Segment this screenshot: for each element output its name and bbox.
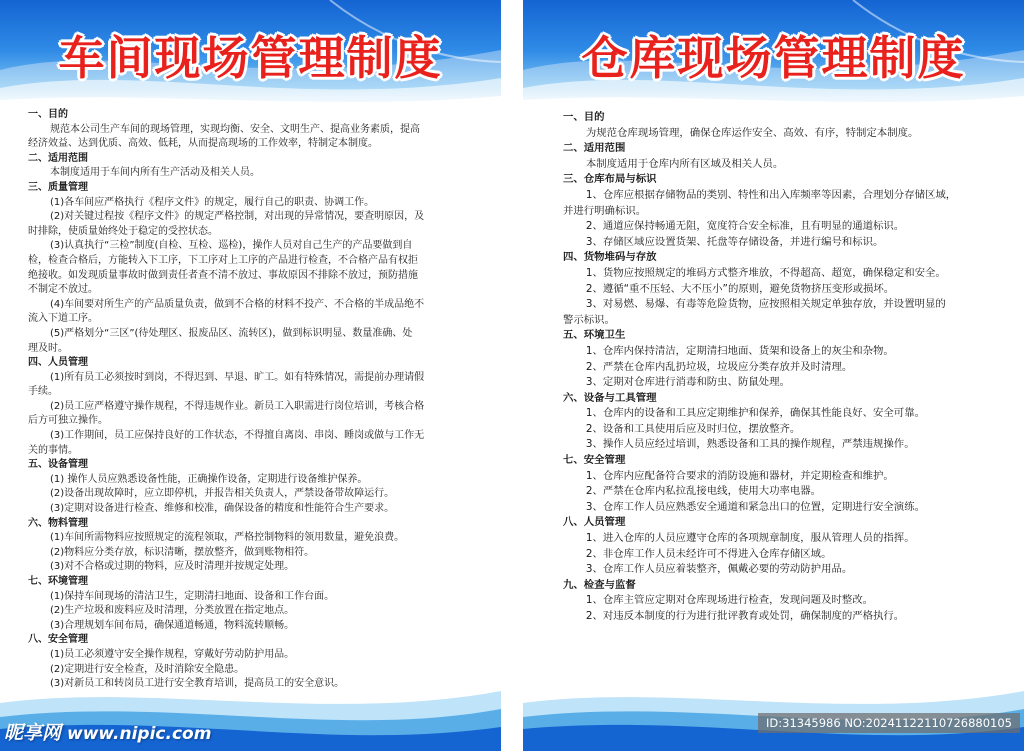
section-paragraph: (2)对关键过程按《程序文件》的规定严格控制，对出现的异常情况，要查明原因，及	[50, 211, 425, 223]
section-heading: 五、环境卫生	[563, 329, 626, 342]
section-paragraph: (1)各车间应严格执行《程序文件》的规定，履行自己的职责、协调工作。	[50, 196, 375, 208]
paragraph-continuation: 检，检查合格后，方能转入下工序，下工序对上工序的产品进行检查，不合格产品有权拒	[28, 254, 418, 266]
section-paragraph: 3、定期对仓库进行消毒和防虫、防鼠处理。	[585, 376, 790, 389]
section-paragraph: 1、货物应按照规定的堆码方式整齐堆放，不得超高、超宽，确保稳定和安全。	[585, 266, 946, 279]
section-heading: 四、货物堆码与存放	[563, 251, 657, 264]
section-paragraph: 1、仓库主管应定期对仓库现场进行检查，发现问题及时整改。	[585, 594, 874, 607]
section-paragraph: 1、进入仓库的人员应遵守仓库的各项规章制度，服从管理人员的指挥。	[585, 532, 915, 545]
section-paragraph: 本制度适用于车间内所有生产活动及相关人员。	[50, 167, 260, 179]
section-paragraph: (3)认真执行“三检”制度(自检、互检、巡检)，操作人员对自己生产的产品要做到自	[50, 240, 413, 252]
section-paragraph: (2)员工应严格遵守操作规程，不得违规作业。新员工入职需进行岗位培训，考核合格	[50, 400, 425, 412]
poster-header	[0, 0, 501, 112]
section-paragraph: (3)合理规划车间布局，确保通道畅通，物料流转顺畅。	[50, 619, 295, 631]
section-paragraph: 2、通道应保持畅通无阻，宽度符合安全标准，且有明显的通道标识。	[585, 220, 905, 233]
paragraph-continuation: 不制定不放过。	[28, 284, 98, 296]
section-paragraph: 为规范仓库现场管理，确保仓库运作安全、高效、有序，特制定本制度。	[585, 126, 919, 139]
paragraph-continuation: 关的事情。	[28, 444, 78, 456]
paragraph-continuation: 经济效益、达到优质、高效、低耗，从而提高现场的工作效率，特制定本制度。	[28, 138, 378, 150]
section-paragraph: 1、仓库内应配备符合要求的消防设施和器材，并定期检查和维护。	[585, 469, 894, 482]
paragraph-continuation: 警示标识。	[563, 313, 615, 326]
watermark-logo-text: 昵享网	[4, 722, 62, 744]
watermark-url: www.nipic.com	[67, 724, 212, 744]
section-paragraph: 2、严禁在仓库内乱扔垃圾，垃圾应分类存放并及时清理。	[585, 360, 853, 373]
footer-wave-decoration	[523, 673, 1024, 751]
section-paragraph: 3、仓库工作人员应着装整齐，佩戴必要的劳动防护用品。	[585, 563, 853, 576]
section-paragraph: (2)生产垃圾和废料应及时清理，分类放置在指定地点。	[50, 605, 295, 617]
paragraph-continuation: 手续。	[28, 386, 58, 398]
section-heading: 七、安全管理	[563, 454, 626, 467]
section-heading: 二、适用范围	[563, 142, 626, 155]
section-paragraph: 1、仓库内的设备和工具应定期维护和保养，确保其性能良好、安全可靠。	[585, 407, 925, 420]
section-heading: 八、安全管理	[28, 634, 88, 646]
paragraph-continuation: 理及时。	[28, 342, 68, 354]
poster-title: 车间现场管理制度	[58, 31, 443, 85]
section-paragraph: (3)工作期间，员工应保持良好的工作状态，不得擅自离岗、串岗、睡岗或做与工作无	[50, 430, 425, 442]
section-heading: 三、质量管理	[28, 181, 88, 193]
section-heading: 四、人员管理	[28, 357, 88, 369]
poster-title: 仓库现场管理制度	[581, 31, 966, 85]
section-paragraph: 2、对违反本制度的行为进行批评教育或处罚，确保制度的严格执行。	[585, 610, 905, 622]
section-heading: 一、目的	[563, 111, 605, 123]
warehouse-poster	[523, 0, 1024, 751]
poster-header	[523, 0, 1024, 112]
site-watermark	[4, 718, 211, 745]
paragraph-continuation: 流入下道工序。	[28, 313, 98, 325]
paragraph-continuation: 并进行明确标识。	[563, 204, 647, 217]
section-paragraph: 1、仓库应根据存储物品的类别、特性和出入库频率等因素，合理划分存储区域，	[585, 188, 957, 201]
section-heading: 六、物料管理	[28, 517, 88, 529]
section-paragraph: 2、设备和工具使用后应及时归位，摆放整齐。	[585, 422, 801, 435]
section-paragraph: (1)员工必须遵守安全操作规程，穿戴好劳动防护用品。	[50, 648, 295, 660]
section-paragraph: (4)车间要对所生产的产品质量负责，做到不合格的材料不投产、不合格的半成品绝不	[50, 298, 425, 310]
section-paragraph: 2、遵循“重不压轻、大不压小”的原则，避免货物挤压变形或损坏。	[585, 282, 895, 295]
section-paragraph: 本制度适用于仓库内所有区域及相关人员。	[585, 157, 784, 170]
section-paragraph: (2)物料应分类存放，标识清晰，摆放整齐，做到账物相符。	[50, 546, 315, 558]
section-paragraph: 3、对易燃、易爆、有毒等危险货物，应按照相关规定单独存放，并设置明显的	[585, 298, 946, 311]
section-heading: 九、检查与监督	[563, 578, 636, 591]
section-heading: 六、设备与工具管理	[563, 391, 657, 404]
section-heading: 八、人员管理	[563, 516, 626, 529]
section-paragraph: (1)车间所需物料应按照规定的流程领取，严格控制物料的领用数量，避免浪费。	[50, 532, 405, 544]
paragraph-continuation: 时排除，使质量始终处于稳定的受控状态。	[28, 225, 218, 237]
section-paragraph: (2)设备出现故障时，应立即停机，并报告相关负责人，严禁设备带故障运行。	[50, 488, 395, 500]
poster-body	[28, 108, 481, 692]
section-paragraph: 规范本公司生产车间的现场管理，实现均衡、安全、文明生产、提高业务素质，提高	[50, 123, 420, 135]
section-heading: 三、仓库布局与标识	[563, 173, 657, 186]
workshop-poster	[0, 0, 501, 751]
section-heading: 二、适用范围	[28, 152, 88, 164]
section-paragraph: 2、严禁在仓库内私拉乱接电线，使用大功率电器。	[585, 485, 822, 498]
section-heading: 五、设备管理	[28, 459, 88, 471]
section-paragraph: (1)保持车间现场的清洁卫生，定期清扫地面、设备和工作台面。	[50, 590, 335, 602]
section-paragraph: (5)严格划分“三区”(待处理区、报废品区、流转区)，做到标识明显、数量准确、处	[50, 327, 413, 339]
paragraph-continuation: 后方可独立操作。	[28, 415, 108, 427]
section-paragraph: 3、存储区域应设置货架、托盘等存储设备，并进行编号和标识。	[585, 235, 884, 248]
image-id-tag: ID:31345986 NO:20241122110726880105	[758, 713, 1020, 733]
poster-footer	[523, 673, 1024, 751]
section-paragraph: 1、仓库内保持清洁，定期清扫地面、货架和设备上的灰尘和杂物。	[585, 344, 894, 357]
section-paragraph: 2、非仓库工作人员未经许可不得进入仓库存储区域。	[585, 547, 832, 560]
section-paragraph: (2)定期进行安全检查，及时消除安全隐患。	[50, 663, 245, 675]
section-paragraph: 3、仓库工作人员应熟悉安全通道和紧急出口的位置，定期进行安全演练。	[585, 500, 925, 513]
section-paragraph: (1)所有员工必须按时到岗，不得迟到、早退、旷工。如有特殊情况，需提前办理请假	[50, 371, 425, 383]
section-heading: 一、目的	[28, 109, 68, 120]
section-paragraph: 3、操作人员应经过培训，熟悉设备和工具的操作规程，严禁违规操作。	[585, 438, 915, 451]
section-paragraph: (3)对新员工和转岗员工进行安全教育培训，提高员工的安全意识。	[50, 678, 345, 690]
section-paragraph: (3)定期对设备进行检查、维修和校准，确保设备的精度和性能符合生产要求。	[50, 503, 395, 515]
paragraph-continuation: 绝接收。如发现质量事故时做到责任者查不清不放过、事故原因不排除不放过，预防措施	[28, 269, 418, 281]
section-heading: 七、环境管理	[28, 576, 88, 587]
poster-body	[563, 110, 998, 625]
section-paragraph: (1) 操作人员应熟悉设备性能，正确操作设备，定期进行设备维护保养。	[50, 473, 368, 485]
section-paragraph: (3)对不合格或过期的物料，应及时清理并按规定处理。	[50, 561, 295, 573]
